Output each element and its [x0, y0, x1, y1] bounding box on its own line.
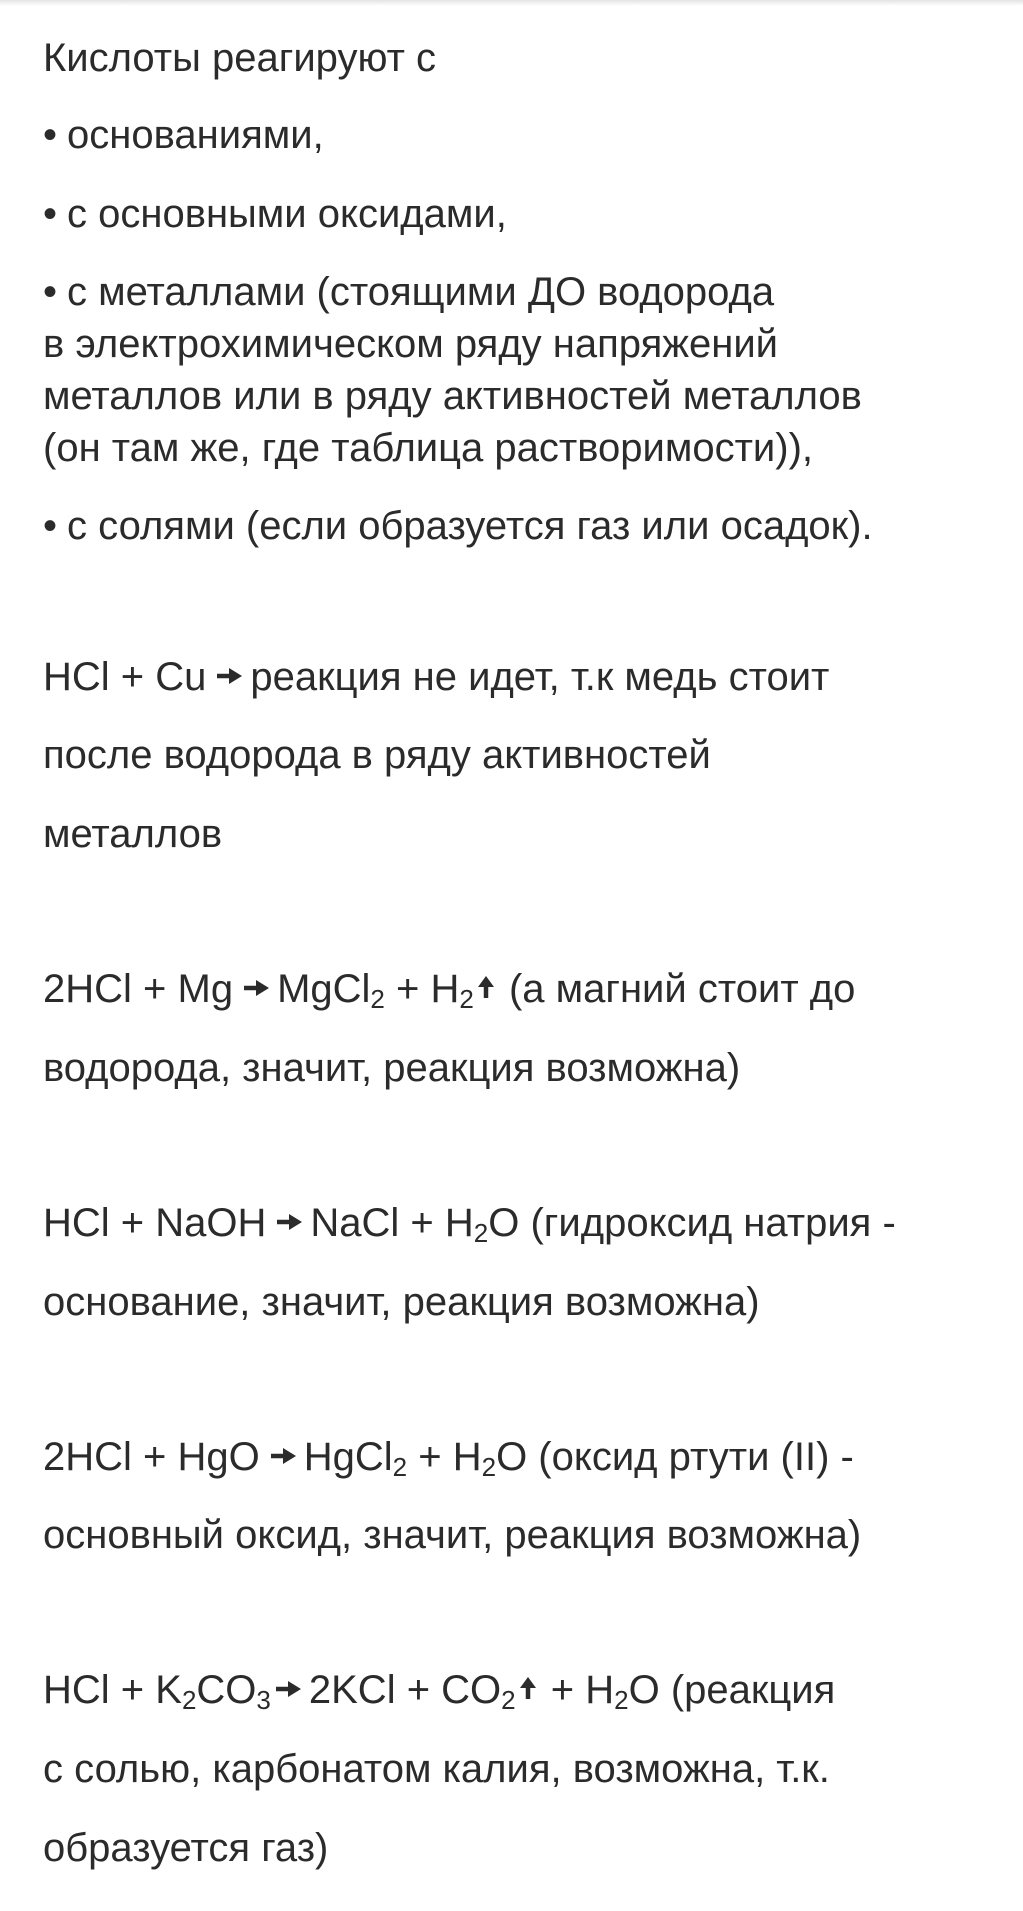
gas-up-arrow-icon	[518, 1674, 538, 1702]
reaction-naoh-line	[43, 1201, 896, 1248]
reaction-copper-line	[43, 657, 829, 697]
reaction-lhs: 2HCl + HgO	[43, 1435, 260, 1479]
reaction-hgo-line	[43, 1435, 854, 1482]
bullet-dot: •	[43, 504, 58, 548]
bullet-dot: •	[43, 113, 58, 157]
right-arrow-icon	[268, 1443, 298, 1469]
bullet-item-salts	[43, 506, 873, 546]
reaction-comment: O (реакция	[628, 1668, 836, 1712]
reaction-lhs: 2HCl + Mg	[43, 967, 234, 1011]
bullet-text: с основными оксидами,	[67, 192, 507, 236]
product-text: MgCl	[277, 967, 371, 1011]
product-text: 2KCl + CO	[308, 1668, 502, 1712]
bullet-text: с солями (если образуется газ или осадок).	[67, 504, 873, 548]
product-text: + H	[384, 967, 460, 1011]
right-arrow-icon	[274, 1209, 304, 1235]
subscript: 2	[614, 1685, 629, 1715]
bullet-item-metals	[43, 272, 774, 312]
intro-heading: Кислоты реагируют с	[43, 36, 437, 80]
reaction-lhs: HCl + NaOH	[43, 1201, 267, 1245]
subscript: 2	[459, 984, 474, 1014]
reaction-continuation: после водорода в ряду активностей	[43, 733, 711, 777]
bullet-continuation: (он там же, где таблица растворимости)),	[43, 426, 814, 470]
product-text: + H	[539, 1668, 615, 1712]
reaction-comment: реакция не идет, т.к медь стоит	[250, 655, 830, 699]
reaction-comment: O (гидроксид натрия -	[488, 1201, 896, 1245]
subscript: 2	[392, 1452, 408, 1482]
bullet-item-bases	[43, 115, 324, 155]
subscript: 2	[481, 1452, 497, 1482]
reaction-lhs: CO	[196, 1668, 257, 1712]
right-arrow-icon	[241, 975, 271, 1001]
product-text: HgCl	[303, 1435, 393, 1479]
bullet-continuation: металлов или в ряду активностей металлов	[43, 374, 862, 418]
subscript: 2	[501, 1685, 516, 1715]
reaction-continuation: водорода, значит, реакция возможна)	[43, 1046, 741, 1090]
reaction-continuation: образуется газ)	[43, 1826, 329, 1870]
reaction-k2co3-line	[43, 1668, 836, 1715]
product-text: + H	[407, 1435, 482, 1479]
reaction-continuation: металлов	[43, 812, 223, 856]
reaction-comment: (а магний стоит до	[508, 967, 856, 1011]
reaction-continuation: основание, значит, реакция возможна)	[43, 1280, 760, 1324]
subscript: 2	[181, 1685, 197, 1715]
bullet-continuation: в электрохимическом ряду напряжений	[43, 322, 779, 366]
subscript: 2	[370, 984, 385, 1014]
bullet-text: основаниями,	[67, 113, 324, 157]
gas-up-arrow-icon	[476, 973, 496, 1001]
reaction-lhs: HCl + K	[43, 1668, 182, 1712]
subscript: 3	[256, 1685, 271, 1715]
right-arrow-icon	[214, 663, 244, 689]
bullet-dot: •	[43, 270, 58, 314]
reaction-continuation: основный оксид, значит, реакция возможна)	[43, 1513, 862, 1557]
bullet-item-basic-oxides	[43, 194, 507, 234]
right-arrow-icon	[273, 1676, 303, 1702]
reaction-continuation: с солью, карбонатом калия, возможна, т.к.	[43, 1747, 830, 1791]
top-shadow-bar	[0, 0, 1023, 6]
bullet-dot: •	[43, 192, 58, 236]
bullet-text: с металлами (стоящими ДО водорода	[67, 270, 775, 314]
reaction-comment: O (оксид ртути (II) -	[496, 1435, 854, 1479]
reaction-lhs: HCl + Cu	[43, 655, 207, 699]
product-text: NaCl + H	[310, 1201, 474, 1245]
reaction-magnesium-line	[43, 967, 856, 1014]
subscript: 2	[473, 1218, 489, 1248]
